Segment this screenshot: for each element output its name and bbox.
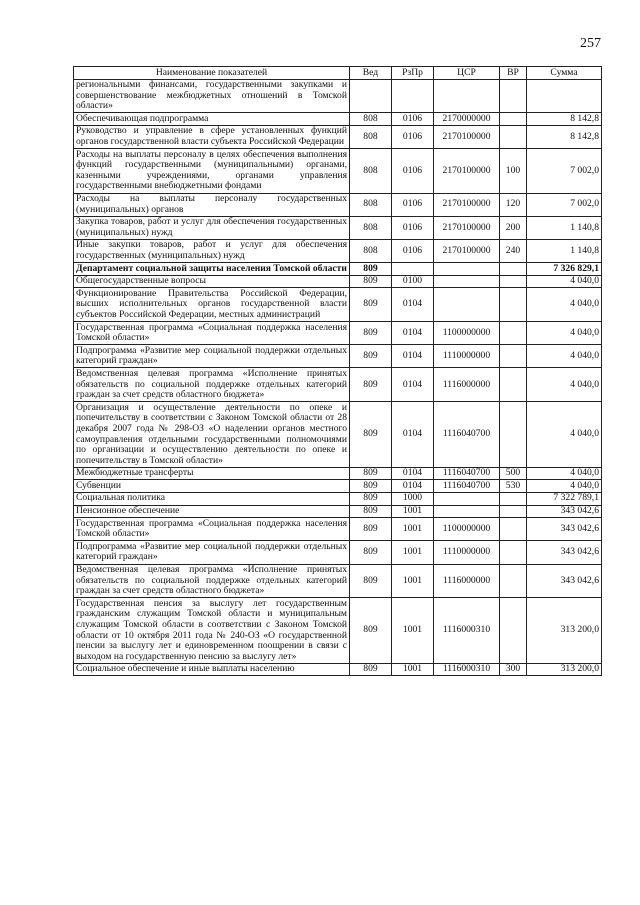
row-rzpr-cell: 0106: [392, 113, 434, 126]
table-row: [74, 663, 602, 676]
row-csr-cell: [434, 492, 500, 505]
row-vr-cell: [500, 275, 527, 288]
row-name-cell: Общегосударственные вопросы: [74, 275, 350, 288]
table-row: [74, 149, 602, 193]
table-row: [74, 193, 602, 216]
row-vr-cell: [500, 125, 527, 148]
row-vr-cell: 120: [500, 193, 527, 216]
row-vr-cell: [500, 345, 527, 368]
row-sum-cell: 4 040,0: [527, 322, 602, 345]
row-vr-cell: 300: [500, 663, 527, 676]
row-ved-cell: 808: [350, 149, 392, 193]
row-name-cell: Ведомственная целевая программа «Исполнение принятых обязательств по социальной поддержке отдельных категорий граждан за счет средств областного бюджета»: [74, 564, 350, 598]
row-ved-cell: 809: [350, 564, 392, 598]
row-sum-cell: 4 040,0: [527, 402, 602, 468]
table-row: [74, 216, 602, 239]
table-row: [74, 492, 602, 505]
row-sum-cell: 7 002,0: [527, 193, 602, 216]
row-name-cell: Государственная программа «Социальная поддержка населения Томской области»: [74, 518, 350, 541]
row-csr-cell: 1100000000: [434, 322, 500, 345]
row-rzpr-cell: 0104: [392, 288, 434, 322]
row-name-cell: Межбюджетные трансферты: [74, 467, 350, 480]
row-csr-cell: 1116040700: [434, 402, 500, 468]
table-header-row: [74, 67, 602, 80]
row-rzpr-cell: 1001: [392, 564, 434, 598]
row-name-cell: Социальная политика: [74, 492, 350, 505]
row-sum-cell: 7 322 789,1: [527, 492, 602, 505]
row-name-cell: Пенсионное обеспечение: [74, 505, 350, 518]
row-vr-cell: [500, 263, 527, 276]
table-row: [74, 113, 602, 126]
row-vr-cell: [500, 113, 527, 126]
row-rzpr-cell: 1001: [392, 505, 434, 518]
row-ved-cell: 808: [350, 239, 392, 262]
row-vr-cell: [500, 492, 527, 505]
row-ved-cell: 809: [350, 322, 392, 345]
row-csr-cell: 2170100000: [434, 193, 500, 216]
row-vr-cell: [500, 368, 527, 402]
row-csr-cell: 1116040700: [434, 467, 500, 480]
page-number: 257: [580, 36, 601, 51]
row-vr-cell: [500, 541, 527, 564]
row-ved-cell: 808: [350, 125, 392, 148]
row-name-cell: Функционирование Правительства Российской Федерации, высших исполнительных органов государственной власти субъектов Российской Федерации, местных администраций: [74, 288, 350, 322]
table-row: [74, 505, 602, 518]
row-vr-cell: 200: [500, 216, 527, 239]
row-csr-cell: 1116000310: [434, 663, 500, 676]
row-sum-cell: 343 042,6: [527, 541, 602, 564]
table-row: [74, 288, 602, 322]
row-rzpr-cell: 1001: [392, 518, 434, 541]
row-ved-cell: 809: [350, 480, 392, 493]
row-ved-cell: 809: [350, 263, 392, 276]
row-ved-cell: 808: [350, 216, 392, 239]
row-ved-cell: 809: [350, 368, 392, 402]
row-ved-cell: 809: [350, 467, 392, 480]
row-vr-cell: 530: [500, 480, 527, 493]
row-ved-cell: 809: [350, 345, 392, 368]
table-row: [74, 518, 602, 541]
row-rzpr-cell: [392, 263, 434, 276]
budget-table: [73, 66, 602, 676]
row-rzpr-cell: 0100: [392, 275, 434, 288]
table-row: [74, 480, 602, 493]
header-vr: ВР: [500, 67, 527, 80]
row-name-cell: Государственная пенсия за выслугу лет государственным гражданским служащим Томской области и муниципальным служащим Томской области в соответствии с Законом Томской области от 10 октября 2011 года № 240-ОЗ «О государственной пенсии за выслугу лет и единовременном поощрении в связи с выходом на государственную пенсию за выслугу лет»: [74, 598, 350, 664]
row-csr-cell: 2170100000: [434, 149, 500, 193]
row-vr-cell: [500, 518, 527, 541]
row-name-cell: Государственная программа «Социальная поддержка населения Томской области»: [74, 322, 350, 345]
row-csr-cell: [434, 263, 500, 276]
row-rzpr-cell: 0104: [392, 368, 434, 402]
row-name-cell: Организация и осуществление деятельности по опеке и попечительству в соответствии с Законом Томской области от 28 декабря 2007 года № 298-ОЗ «О наделении органов местного самоуправления отдельными государственными полномочиями по организации и осуществлению деятельности по опеке и попечительству в Томской области»: [74, 402, 350, 468]
row-ved-cell: [350, 79, 392, 113]
table-row: [74, 79, 602, 113]
row-name-cell: Социальное обеспечение и иные выплаты населению: [74, 663, 350, 676]
table-row: [74, 541, 602, 564]
row-ved-cell: 809: [350, 518, 392, 541]
row-ved-cell: 809: [350, 505, 392, 518]
table-row: [74, 564, 602, 598]
table-row: [74, 467, 602, 480]
row-csr-cell: [434, 505, 500, 518]
row-sum-cell: 4 040,0: [527, 480, 602, 493]
table-row: [74, 368, 602, 402]
table-row: [74, 125, 602, 148]
row-csr-cell: 1116040700: [434, 480, 500, 493]
row-ved-cell: 809: [350, 541, 392, 564]
table-row: [74, 322, 602, 345]
row-name-cell: Субвенции: [74, 480, 350, 493]
row-sum-cell: 7 326 829,1: [527, 263, 602, 276]
row-vr-cell: [500, 322, 527, 345]
row-csr-cell: 1116000000: [434, 564, 500, 598]
row-vr-cell: [500, 505, 527, 518]
table-row: [74, 239, 602, 262]
row-name-cell: Ведомственная целевая программа «Исполнение принятых обязательств по социальной поддержке отдельных категорий граждан за счет средств областного бюджета»: [74, 368, 350, 402]
row-name-cell: Подпрограмма «Развитие мер социальной поддержки отдельных категорий граждан»: [74, 345, 350, 368]
row-rzpr-cell: 0104: [392, 480, 434, 493]
row-sum-cell: 4 040,0: [527, 288, 602, 322]
table-row: [74, 345, 602, 368]
header-sum: Сумма: [527, 67, 602, 80]
header-csr: ЦСР: [434, 67, 500, 80]
row-rzpr-cell: 0106: [392, 216, 434, 239]
row-csr-cell: 1100000000: [434, 518, 500, 541]
row-rzpr-cell: 1001: [392, 598, 434, 664]
row-sum-cell: 343 042,6: [527, 505, 602, 518]
table-body: [74, 79, 602, 676]
row-name-cell: Расходы на выплаты персоналу государственных (муниципальных) органов: [74, 193, 350, 216]
table-row: [74, 275, 602, 288]
row-csr-cell: [434, 288, 500, 322]
row-rzpr-cell: 0106: [392, 239, 434, 262]
row-rzpr-cell: 1001: [392, 663, 434, 676]
row-vr-cell: [500, 402, 527, 468]
row-csr-cell: 2170100000: [434, 216, 500, 239]
row-rzpr-cell: 1001: [392, 541, 434, 564]
row-sum-cell: 4 040,0: [527, 368, 602, 402]
row-vr-cell: 100: [500, 149, 527, 193]
row-csr-cell: 1116000310: [434, 598, 500, 664]
row-ved-cell: 809: [350, 598, 392, 664]
row-csr-cell: [434, 275, 500, 288]
row-rzpr-cell: 0106: [392, 149, 434, 193]
row-name-cell: Подпрограмма «Развитие мер социальной поддержки отдельных категорий граждан»: [74, 541, 350, 564]
row-sum-cell: 343 042,6: [527, 518, 602, 541]
row-ved-cell: 809: [350, 492, 392, 505]
row-name-cell: Руководство и управление в сфере установленных функций органов государственной власти субъекта Российской Федерации: [74, 125, 350, 148]
row-sum-cell: [527, 79, 602, 113]
row-csr-cell: 2170100000: [434, 239, 500, 262]
row-name-cell: Департамент социальной защиты населения Томской области: [74, 263, 350, 276]
row-csr-cell: 2170000000: [434, 113, 500, 126]
row-name-cell: Обеспечивающая подпрограмма: [74, 113, 350, 126]
row-sum-cell: 313 200,0: [527, 663, 602, 676]
row-csr-cell: 1116000000: [434, 368, 500, 402]
header-name: Наименование показателей: [74, 67, 350, 80]
row-rzpr-cell: 0104: [392, 322, 434, 345]
row-sum-cell: 4 040,0: [527, 467, 602, 480]
row-ved-cell: 809: [350, 288, 392, 322]
row-rzpr-cell: 0104: [392, 467, 434, 480]
row-sum-cell: 313 200,0: [527, 598, 602, 664]
row-csr-cell: 1110000000: [434, 345, 500, 368]
row-name-cell: Расходы на выплаты персоналу в целях обеспечения выполнения функций государственными (муниципальными) органами, казенными учреждениями, органами управления государственными внебюджетными фондами: [74, 149, 350, 193]
row-rzpr-cell: 0106: [392, 193, 434, 216]
row-rzpr-cell: 1000: [392, 492, 434, 505]
row-rzpr-cell: [392, 79, 434, 113]
row-sum-cell: 8 142,8: [527, 125, 602, 148]
row-vr-cell: 240: [500, 239, 527, 262]
row-vr-cell: 500: [500, 467, 527, 480]
row-sum-cell: 4 040,0: [527, 345, 602, 368]
header-rzpr: РзПр: [392, 67, 434, 80]
header-ved: Вед: [350, 67, 392, 80]
row-ved-cell: 808: [350, 113, 392, 126]
row-vr-cell: [500, 598, 527, 664]
row-ved-cell: 809: [350, 663, 392, 676]
row-sum-cell: 343 042,6: [527, 564, 602, 598]
row-ved-cell: 809: [350, 402, 392, 468]
row-sum-cell: 1 140,8: [527, 216, 602, 239]
row-ved-cell: 809: [350, 275, 392, 288]
row-sum-cell: 4 040,0: [527, 275, 602, 288]
row-ved-cell: 808: [350, 193, 392, 216]
row-csr-cell: 2170100000: [434, 125, 500, 148]
table-row: [74, 402, 602, 468]
row-name-cell: региональными финансами, государственными закупками и совершенствование межбюджетных отношений в Томской области»: [74, 79, 350, 113]
row-csr-cell: [434, 79, 500, 113]
row-name-cell: Закупка товаров, работ и услуг для обеспечения государственных (муниципальных) нужд: [74, 216, 350, 239]
row-vr-cell: [500, 288, 527, 322]
row-sum-cell: 8 142,8: [527, 113, 602, 126]
row-rzpr-cell: 0104: [392, 345, 434, 368]
table-row: [74, 263, 602, 276]
row-rzpr-cell: 0104: [392, 402, 434, 468]
row-vr-cell: [500, 564, 527, 598]
row-name-cell: Иные закупки товаров, работ и услуг для обеспечения государственных (муниципальных) нужд: [74, 239, 350, 262]
row-vr-cell: [500, 79, 527, 113]
row-sum-cell: 7 002,0: [527, 149, 602, 193]
row-sum-cell: 1 140,8: [527, 239, 602, 262]
row-rzpr-cell: 0106: [392, 125, 434, 148]
row-csr-cell: 1110000000: [434, 541, 500, 564]
table-row: [74, 598, 602, 664]
